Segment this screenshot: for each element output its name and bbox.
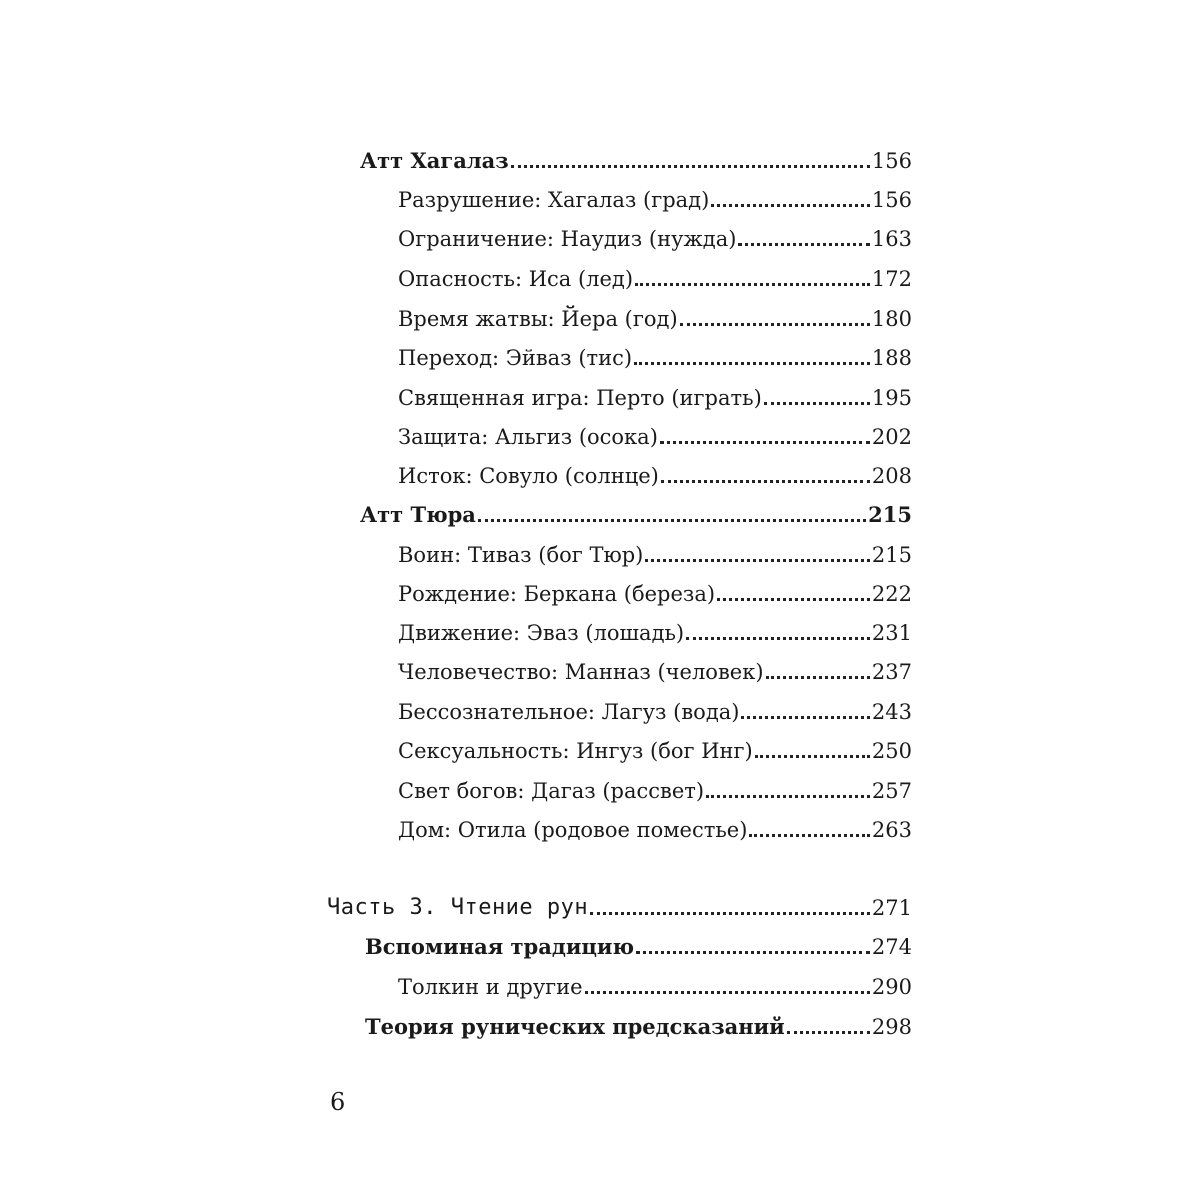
toc-part-title: Часть 3. Чтение рун bbox=[327, 895, 589, 920]
toc-page-number: 237 bbox=[871, 660, 912, 684]
toc-page-number: 188 bbox=[871, 346, 912, 370]
toc-page-number: 163 bbox=[871, 227, 912, 251]
toc-entry-title: Бессознательное: Лагуз (вода) bbox=[398, 700, 740, 724]
leader-dots bbox=[706, 795, 870, 798]
toc-page-number: 250 bbox=[871, 739, 912, 763]
toc-entry bbox=[398, 966, 912, 1000]
leader-dots bbox=[478, 519, 866, 522]
leader-dots bbox=[738, 243, 869, 246]
leader-dots bbox=[764, 402, 870, 405]
toc-entry-title: Священная игра: Перто (играть) bbox=[398, 386, 762, 410]
toc-part-3 bbox=[327, 887, 912, 921]
toc-entry bbox=[398, 651, 912, 685]
toc-entry bbox=[398, 298, 912, 332]
leader-dots bbox=[755, 755, 870, 758]
toc-entry-title: Движение: Эваз (лошадь) bbox=[398, 621, 685, 645]
toc-entry-title: Дом: Отила (родовое поместье) bbox=[398, 818, 748, 842]
toc-entry-title: Исток: Совуло (солнце) bbox=[398, 464, 659, 488]
leader-dots bbox=[741, 716, 869, 719]
toc-section-hagalaz bbox=[360, 140, 912, 174]
leader-dots bbox=[585, 991, 870, 994]
toc-page-number: 156 bbox=[871, 149, 912, 173]
toc-entry bbox=[398, 534, 912, 568]
toc-page-number: 263 bbox=[871, 818, 912, 842]
toc-entry bbox=[398, 218, 912, 252]
leader-dots bbox=[680, 323, 870, 326]
toc-entry-title: Сексуальность: Ингуз (бог Инг) bbox=[398, 739, 753, 763]
toc-page-number: 298 bbox=[871, 1015, 912, 1039]
toc-entry bbox=[398, 455, 912, 489]
toc-entry bbox=[398, 179, 912, 213]
toc-page-number: 231 bbox=[871, 621, 912, 645]
toc-page-number: 172 bbox=[871, 267, 912, 291]
toc-entry-title: Опасность: Иса (лед) bbox=[398, 267, 634, 291]
leader-dots bbox=[787, 1031, 870, 1034]
toc-entry bbox=[398, 573, 912, 607]
leader-dots bbox=[766, 676, 870, 679]
leader-dots bbox=[661, 480, 870, 483]
page-number: 6 bbox=[330, 1088, 346, 1116]
toc-entry-title: Воин: Тиваз (бог Тюр) bbox=[398, 543, 644, 567]
toc-entry-title: Защита: Альгиз (осока) bbox=[398, 425, 658, 449]
toc-entry-title: Теория рунических предсказаний bbox=[365, 1014, 785, 1039]
toc-page-number: 202 bbox=[871, 425, 912, 449]
toc-page-number: 290 bbox=[871, 975, 912, 999]
toc-entry bbox=[398, 416, 912, 450]
leader-dots bbox=[511, 165, 870, 168]
leader-dots bbox=[717, 598, 870, 601]
toc-section-tradition bbox=[365, 926, 912, 960]
toc-page-number: 274 bbox=[871, 935, 912, 959]
toc-entry-title: Человечество: Манназ (человек) bbox=[398, 660, 764, 684]
toc-page-number: 243 bbox=[871, 700, 912, 724]
toc-entry-title: Время жатвы: Йера (год) bbox=[398, 307, 678, 331]
toc-entry-title: Ограничение: Наудиз (нужда) bbox=[398, 227, 737, 251]
toc-entry-title: Переход: Эйваз (тис) bbox=[398, 346, 633, 370]
toc-entry-title: Свет богов: Дагаз (рассвет) bbox=[398, 779, 705, 803]
toc-entry bbox=[398, 770, 912, 804]
toc-page-number: 222 bbox=[871, 582, 912, 606]
toc-page-number: 215 bbox=[871, 543, 912, 567]
toc-entry bbox=[398, 377, 912, 411]
leader-dots bbox=[645, 559, 870, 562]
toc-entry-title: Разрушение: Хагалаз (град) bbox=[398, 188, 710, 212]
toc-entry-title: Атт Хагалаз bbox=[360, 148, 509, 173]
toc-entry bbox=[398, 612, 912, 646]
toc-page-number: 215 bbox=[868, 502, 912, 527]
toc-page-number: 257 bbox=[871, 779, 912, 803]
toc-page-number: 271 bbox=[871, 896, 912, 920]
toc-entry-title: Атт Тюра bbox=[360, 502, 476, 527]
leader-dots bbox=[660, 441, 870, 444]
toc-entry bbox=[398, 691, 912, 725]
toc-page-number: 195 bbox=[871, 386, 912, 410]
leader-dots bbox=[686, 637, 870, 640]
toc-entry-title: Рождение: Беркана (береза) bbox=[398, 582, 716, 606]
toc-entry bbox=[398, 258, 912, 292]
toc-entry bbox=[398, 809, 912, 843]
leader-dots bbox=[711, 204, 870, 207]
toc-page-number: 156 bbox=[871, 188, 912, 212]
toc-page-number: 208 bbox=[871, 464, 912, 488]
toc-entry-title: Вспоминая традицию bbox=[365, 934, 635, 959]
toc-entry-title: Толкин и другие bbox=[398, 975, 583, 999]
leader-dots bbox=[636, 951, 870, 954]
toc-section-tyr bbox=[360, 494, 912, 528]
leader-dots bbox=[634, 362, 870, 365]
toc-entry bbox=[398, 337, 912, 371]
leader-dots bbox=[749, 834, 869, 837]
leader-dots bbox=[590, 912, 870, 915]
toc-entry bbox=[398, 730, 912, 764]
toc-page-number: 180 bbox=[871, 307, 912, 331]
leader-dots bbox=[635, 283, 870, 286]
toc-section-theory bbox=[365, 1006, 912, 1040]
